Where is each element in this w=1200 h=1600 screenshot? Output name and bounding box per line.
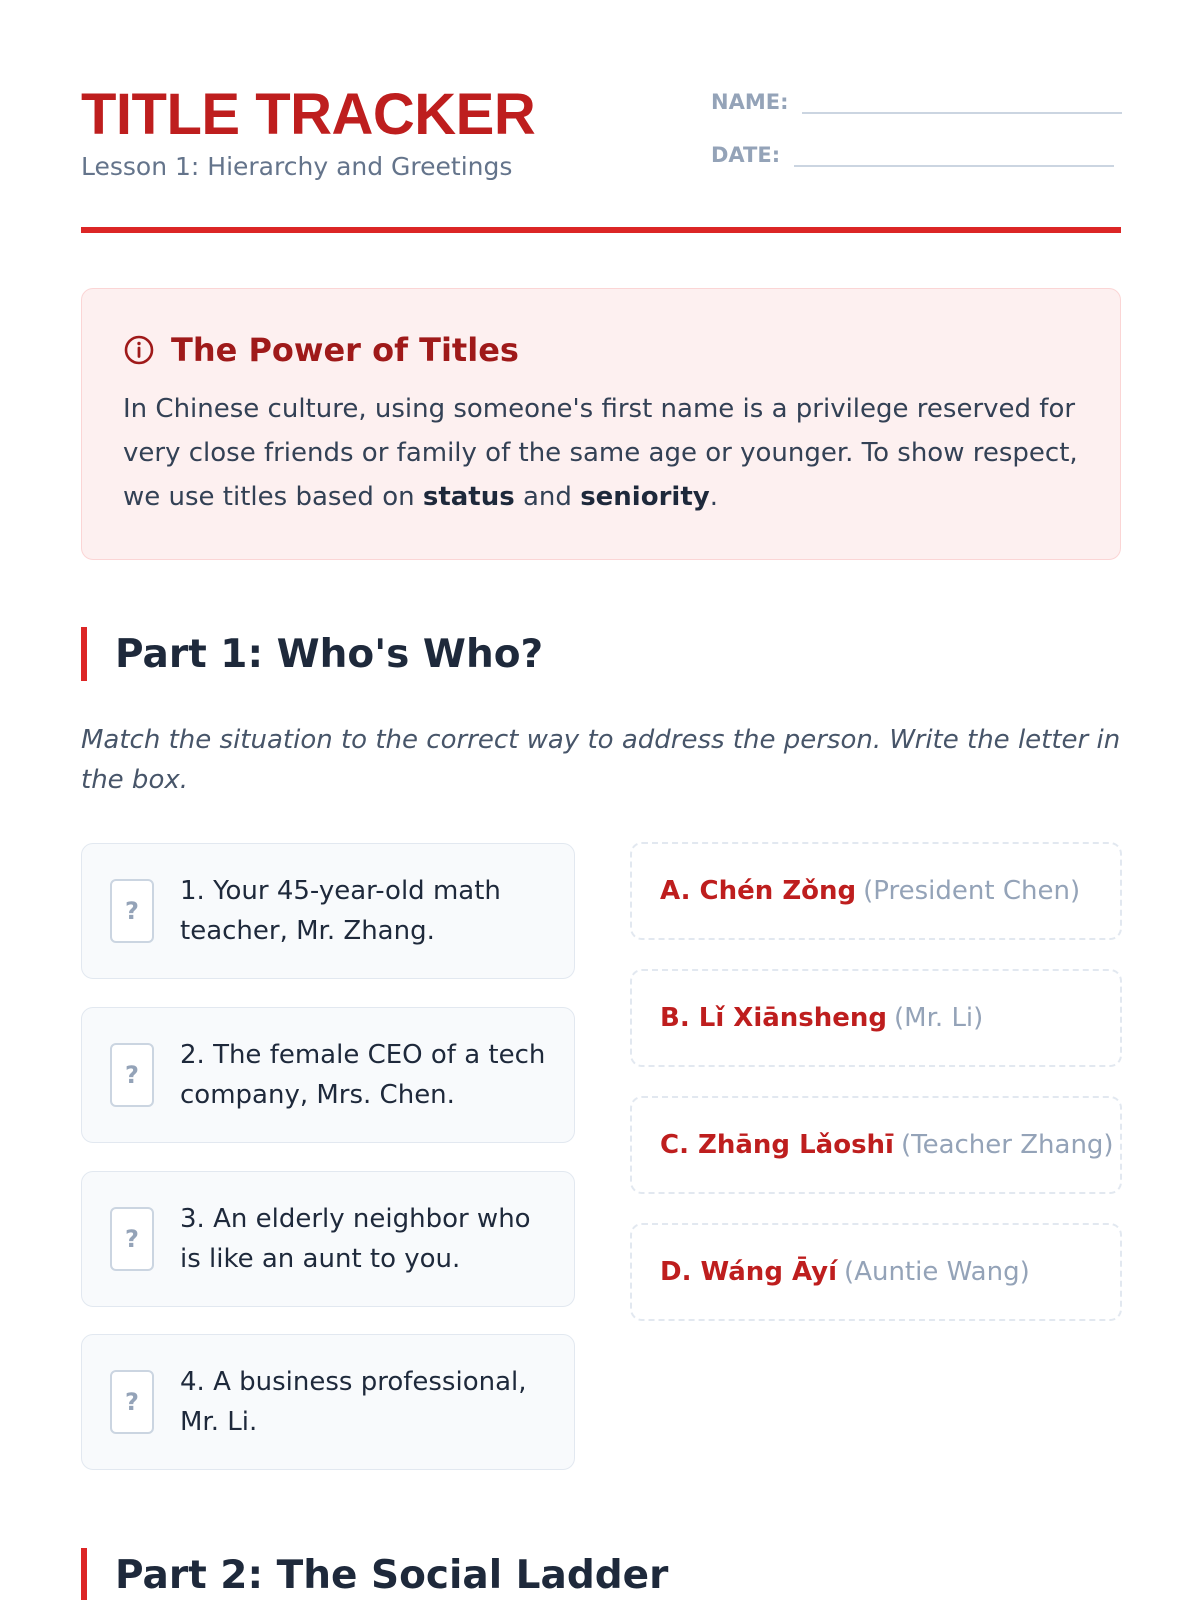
question-text: 1. Your 45-year-old math teacher, Mr. Zhang. — [180, 876, 501, 946]
info-header — [123, 331, 1080, 369]
option-key: A. Chén Zǒng — [660, 876, 857, 906]
info-text-1: In Chinese culture, using someone's first name is a privilege reserved for very close friends or family of the same age or younger. To show respect, we use titles based on — [123, 394, 1078, 512]
date-label: DATE: — [711, 143, 781, 167]
option-key: C. Zhāng Lǎoshī — [660, 1130, 894, 1160]
option-gloss: (President Chen) — [863, 876, 1081, 906]
answer-box[interactable]: ? — [110, 1370, 154, 1434]
name-line[interactable] — [802, 86, 1122, 114]
option-gloss: (Teacher Zhang) — [900, 1130, 1114, 1160]
date-field[interactable] — [711, 139, 1114, 167]
header — [81, 84, 1121, 234]
header-divider — [81, 227, 1121, 233]
info-text-2: and — [514, 482, 581, 512]
question-card-4 — [81, 1334, 575, 1470]
info-title: The Power of Titles — [171, 331, 519, 369]
question-text: 2. The female CEO of a tech company, Mrs. Chen. — [180, 1040, 546, 1110]
question-text: 4. A business professional, Mr. Li. — [180, 1367, 527, 1437]
part1-instructions: Match the situation to the correct way to address the person. Write the letter in the box. — [81, 725, 1121, 795]
answer-box[interactable]: ? — [110, 1207, 154, 1271]
option-gloss: (Auntie Wang) — [844, 1257, 1030, 1287]
question-card-2 — [81, 1007, 575, 1143]
section-heading-part2 — [81, 1548, 1121, 1600]
answer-box[interactable]: ? — [110, 879, 154, 943]
name-label: NAME: — [711, 90, 789, 114]
option-key: D. Wáng Āyí — [660, 1257, 838, 1287]
date-line[interactable] — [794, 139, 1114, 167]
info-text-3: . — [709, 482, 718, 512]
option-card-a — [630, 842, 1122, 940]
part1-heading: Part 1: Who's Who? — [115, 631, 544, 677]
option-key: B. Lǐ Xiānsheng — [660, 1003, 888, 1033]
option-card-d — [630, 1223, 1122, 1321]
option-gloss: (Mr. Li) — [894, 1003, 984, 1033]
name-field[interactable] — [711, 86, 1122, 114]
page-title: TITLE TRACKER — [81, 82, 536, 147]
question-card-1 — [81, 843, 575, 979]
option-card-b — [630, 969, 1122, 1067]
info-bold-seniority: seniority — [580, 482, 710, 512]
option-card-c — [630, 1096, 1122, 1194]
question-card-3 — [81, 1171, 575, 1307]
part2-heading: Part 2: The Social Ladder — [115, 1552, 669, 1598]
answer-box[interactable]: ? — [110, 1043, 154, 1107]
info-body — [123, 387, 1080, 519]
question-text: 3. An elderly neighbor who is like an aunt to you. — [180, 1204, 531, 1274]
info-bold-status: status — [422, 482, 515, 512]
info-callout — [81, 288, 1121, 560]
info-icon — [123, 334, 155, 366]
section-heading-part1 — [81, 627, 1121, 681]
page-subtitle: Lesson 1: Hierarchy and Greetings — [81, 152, 513, 181]
